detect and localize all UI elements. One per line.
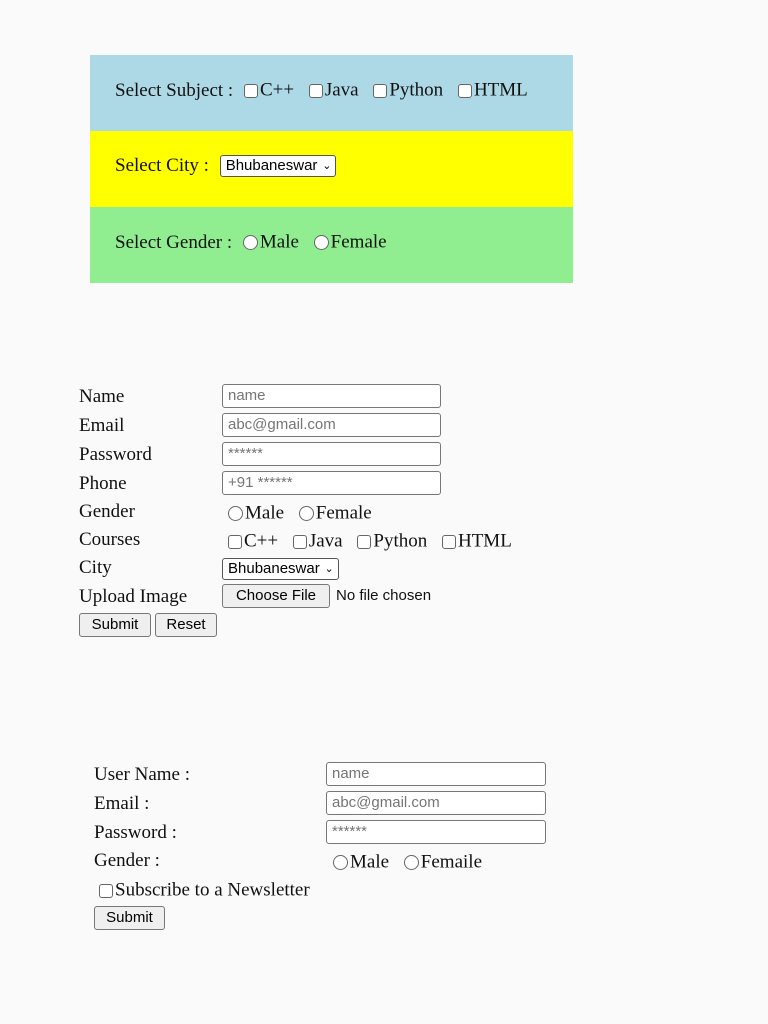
- subject-option-python[interactable]: Python: [373, 79, 443, 102]
- gender-option-female[interactable]: Female: [314, 231, 387, 254]
- radio-icon[interactable]: [228, 506, 243, 521]
- email-input[interactable]: abc@gmail.com: [326, 791, 546, 815]
- city-band: [90, 131, 573, 207]
- gender-options: [228, 502, 382, 525]
- choose-file-button[interactable]: Choose File: [222, 584, 330, 608]
- phone-label: Phone: [79, 473, 127, 494]
- email-label: Email: [79, 415, 125, 436]
- gender-options: [333, 851, 492, 874]
- submit-button[interactable]: Submit: [79, 613, 151, 637]
- gender-option-female[interactable]: Female: [299, 502, 372, 525]
- file-status: No file chosen: [336, 587, 432, 604]
- subject-option-cpp[interactable]: C++: [244, 79, 294, 102]
- email-label: Email :: [94, 793, 150, 814]
- city-label: Select City :: [115, 154, 209, 176]
- gender-label: Gender :: [94, 850, 160, 871]
- checkbox-icon[interactable]: [309, 84, 323, 98]
- password-label: Password :: [94, 822, 177, 843]
- checkbox-icon[interactable]: [458, 84, 472, 98]
- subject-label: Select Subject :: [115, 79, 234, 101]
- subject-option-html[interactable]: HTML: [458, 79, 528, 102]
- password-input[interactable]: ******: [222, 442, 441, 466]
- newsletter-checkbox[interactable]: Subscribe to a Newsletter: [99, 879, 310, 902]
- email-input[interactable]: abc@gmail.com: [222, 413, 441, 437]
- chevron-down-icon: ⌄: [324, 562, 334, 575]
- password-label: Password: [79, 444, 152, 465]
- courses-label: Courses: [79, 529, 141, 550]
- radio-icon[interactable]: [404, 855, 419, 870]
- subject-option-java[interactable]: Java: [309, 79, 359, 102]
- checkbox-icon[interactable]: [99, 884, 113, 898]
- checkbox-icon[interactable]: [293, 535, 307, 549]
- checkbox-icon[interactable]: [228, 535, 242, 549]
- course-option-python[interactable]: Python: [357, 530, 427, 553]
- gender-label: Gender: [79, 501, 135, 522]
- gender-label: Select Gender :: [115, 231, 233, 253]
- name-label: Name: [79, 386, 125, 407]
- newsletter-row: [99, 879, 320, 902]
- courses-options: [228, 530, 522, 553]
- radio-icon[interactable]: [314, 235, 329, 250]
- chevron-down-icon: ⌄: [322, 159, 332, 172]
- reset-button[interactable]: Reset: [155, 613, 217, 637]
- subject-row: [115, 79, 538, 102]
- radio-icon[interactable]: [299, 506, 314, 521]
- upload-label: Upload Image: [79, 586, 188, 607]
- checkbox-icon[interactable]: [373, 84, 387, 98]
- gender-band: [90, 207, 573, 283]
- username-input[interactable]: name: [326, 762, 546, 786]
- phone-input[interactable]: +91 ******: [222, 471, 441, 495]
- name-input[interactable]: name: [222, 384, 441, 408]
- password-input[interactable]: ******: [326, 820, 546, 844]
- subject-band: [90, 55, 573, 131]
- checkbox-icon[interactable]: [442, 535, 456, 549]
- radio-icon[interactable]: [333, 855, 348, 870]
- city-select-wrap: [222, 557, 339, 580]
- city-select[interactable]: Bhubaneswar ⌄: [222, 558, 339, 580]
- course-option-cpp[interactable]: C++: [228, 530, 278, 553]
- checkbox-icon[interactable]: [357, 535, 371, 549]
- submit-button[interactable]: Submit: [94, 906, 165, 930]
- gender-option-male[interactable]: Male: [228, 502, 284, 525]
- city-label: City: [79, 557, 112, 578]
- radio-icon[interactable]: [243, 235, 258, 250]
- checkbox-icon[interactable]: [244, 84, 258, 98]
- gender-option-female[interactable]: Femaile: [404, 851, 482, 874]
- city-row: [115, 154, 336, 177]
- gender-row: [115, 231, 397, 254]
- course-option-java[interactable]: Java: [293, 530, 343, 553]
- username-label: User Name :: [94, 764, 191, 785]
- city-select[interactable]: Bhubaneswar ⌄: [220, 155, 337, 177]
- gender-option-male[interactable]: Male: [333, 851, 389, 874]
- course-option-html[interactable]: HTML: [442, 530, 512, 553]
- gender-option-male[interactable]: Male: [243, 231, 299, 254]
